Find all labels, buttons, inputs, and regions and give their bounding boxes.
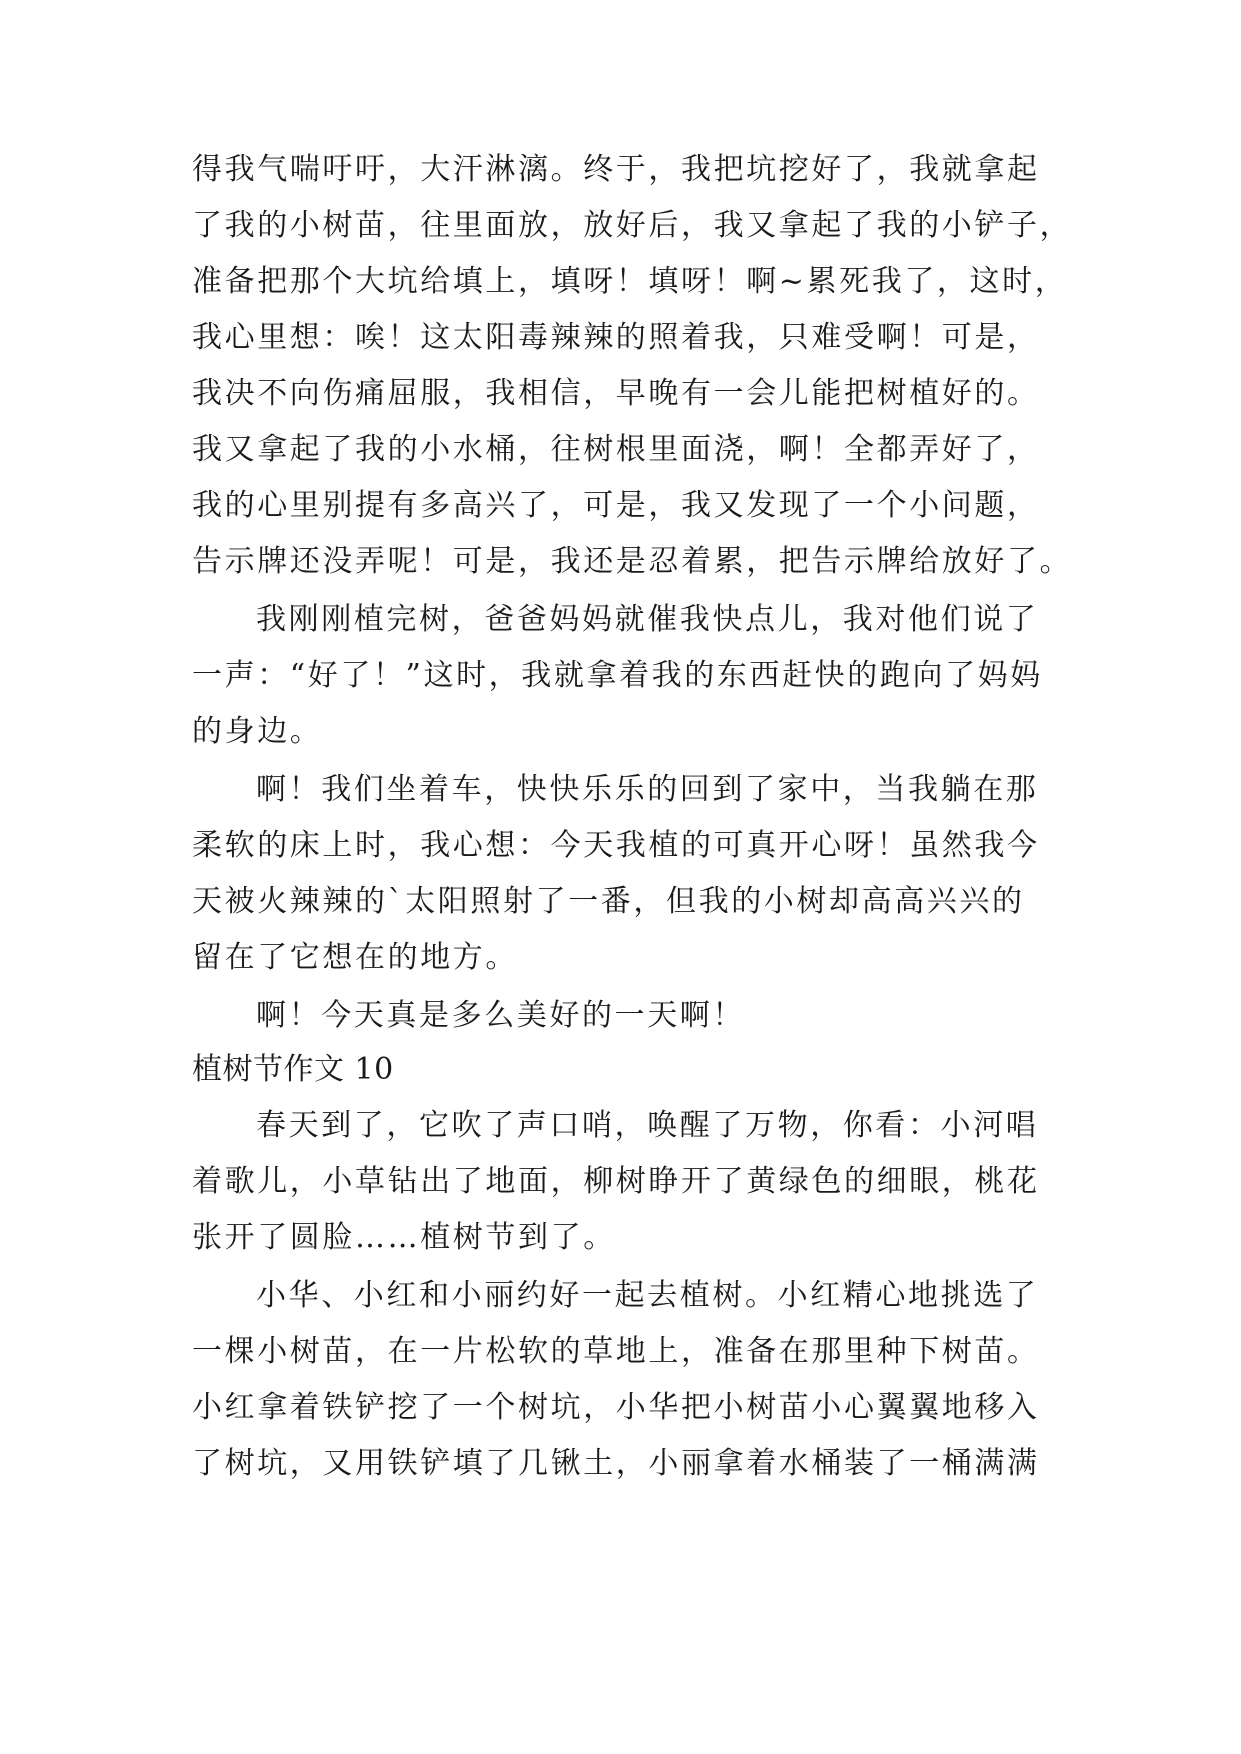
text-line: 了树坑，又用铁铲填了几锹土，小丽拿着水桶装了一桶满满 xyxy=(192,1446,1040,1481)
text-line: 啊！今天真是多么美好的一天啊！ xyxy=(256,998,745,1033)
text-line: 一声：“好了！”这时，我就拿着我的东西赶快的跑向了妈妈 xyxy=(192,658,1043,693)
text-line: 张开了圆脸……植树节到了。 xyxy=(192,1220,616,1255)
text-line: 了我的小树苗，往里面放，放好后，我又拿起了我的小铲子， xyxy=(192,208,1073,243)
text-line: 留在了它想在的地方。 xyxy=(192,940,518,975)
text-line: 我刚刚植完树，爸爸妈妈就催我快点儿，我对他们说了 xyxy=(256,602,1039,637)
text-line: 我心里想：唉！这太阳毒辣辣的照着我，只难受啊！可是， xyxy=(192,320,1040,355)
text-line: 小红拿着铁铲挖了一个树坑，小华把小树苗小心翼翼地移入 xyxy=(192,1390,1040,1425)
text-line: 我决不向伤痛屈服，我相信，早晚有一会儿能把树植好的。 xyxy=(192,376,1040,411)
text-line: 准备把那个大坑给填上，填呀！填呀！啊~累死我了，这时， xyxy=(192,264,1068,299)
text-line: 柔软的床上时，我心想：今天我植的可真开心呀！虽然我今 xyxy=(192,828,1040,863)
text-line: 着歌儿，小草钻出了地面，柳树睁开了黄绿色的细眼，桃花 xyxy=(192,1164,1040,1199)
text-line: 我的心里别提有多高兴了，可是，我又发现了一个小问题， xyxy=(192,488,1040,523)
section-title: 植树节作文 10 xyxy=(192,1052,394,1087)
text-line: 我又拿起了我的小水桶，往树根里面浇，啊！全都弄好了， xyxy=(192,432,1040,467)
text-line: 小华、小红和小丽约好一起去植树。小红精心地挑选了 xyxy=(256,1278,1039,1313)
text-line: 啊！我们坐着车，快快乐乐的回到了家中，当我躺在那 xyxy=(256,772,1039,807)
text-line: 天被火辣辣的`太阳照射了一番，但我的小树却高高兴兴的 xyxy=(192,884,1025,919)
text-line: 得我气喘吁吁，大汗淋漓。终于，我把坑挖好了，我就拿起 xyxy=(192,152,1040,187)
text-line: 告示牌还没弄呢！可是，我还是忍着累，把告示牌给放好了。 xyxy=(192,544,1073,579)
text-line: 春天到了，它吹了声口哨，唤醒了万物，你看：小河唱 xyxy=(256,1108,1039,1143)
text-line: 一棵小树苗，在一片松软的草地上，准备在那里种下树苗。 xyxy=(192,1334,1040,1369)
text-line: 的身边。 xyxy=(192,714,323,749)
